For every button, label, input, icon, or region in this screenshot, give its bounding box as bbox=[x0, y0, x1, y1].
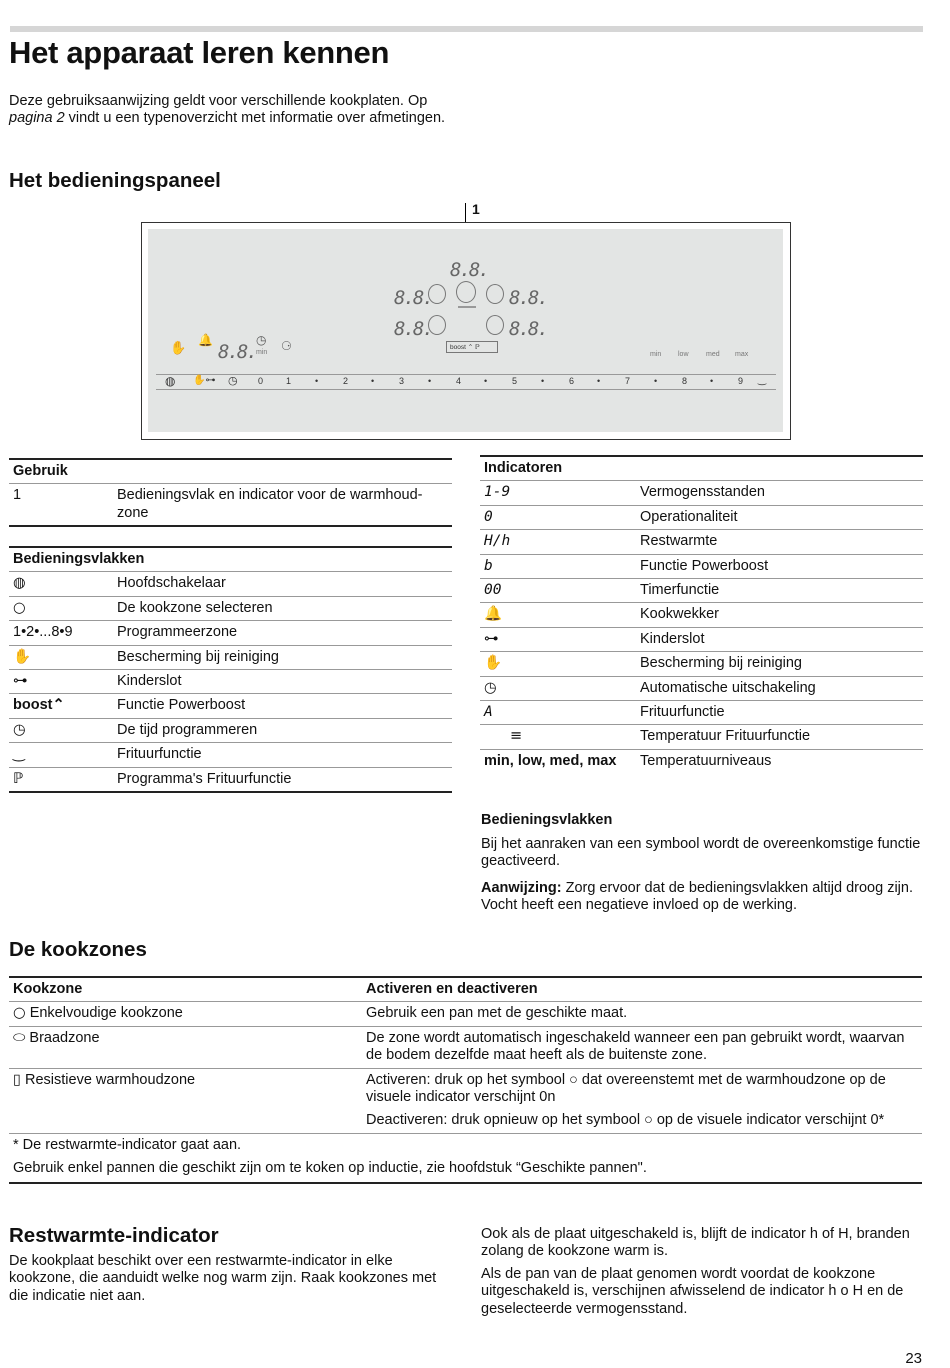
table-row bbox=[9, 767, 452, 792]
row-desc: Automatische uitschakeling bbox=[636, 676, 923, 700]
panel-surface bbox=[148, 229, 783, 432]
table-row bbox=[9, 718, 452, 742]
fry-pan-icon[interactable]: ‿ bbox=[758, 375, 767, 386]
display-timer: 8.8. bbox=[218, 341, 256, 363]
panel-dash bbox=[458, 306, 476, 308]
table-row bbox=[9, 1068, 922, 1133]
fry-program-icon: ℙ bbox=[9, 767, 113, 792]
clock-icon: ◷ bbox=[9, 718, 113, 742]
control-panel-illustration bbox=[141, 222, 791, 440]
section-heading-panel: Het bedieningspaneel bbox=[9, 169, 221, 192]
key-icon: ⊶ bbox=[480, 627, 636, 651]
table-row bbox=[9, 1026, 922, 1068]
boost-icon: boost⌃ bbox=[9, 694, 113, 718]
section-heading-restwarmte: Restwarmte-indicator bbox=[9, 1224, 219, 1247]
subheading-bedieningsvlakken: Bedieningsvlakken bbox=[481, 812, 613, 828]
row-desc: Temperatuur Frituurfunctie bbox=[636, 725, 923, 749]
row-desc: Programma's Frituurfunctie bbox=[113, 767, 452, 792]
zone-name: Braadzone bbox=[29, 1029, 100, 1046]
fry-symbol: A bbox=[480, 700, 636, 724]
table-row bbox=[480, 603, 923, 627]
power-key[interactable]: 5 bbox=[512, 376, 518, 386]
table-bedieningsvlakken bbox=[9, 546, 452, 793]
row-desc: Kinderslot bbox=[113, 669, 452, 693]
table-header: Indicatoren bbox=[484, 460, 563, 476]
operational-symbol: 0 bbox=[480, 505, 636, 529]
temp-levels-symbol: min, low, med, max bbox=[480, 749, 636, 773]
row-desc: Kookwekker bbox=[636, 603, 923, 627]
table-row bbox=[9, 596, 452, 620]
row-desc: Vermogensstanden bbox=[636, 481, 923, 505]
footer-note: Gebruik enkel pannen die geschikt zijn om te koken op inductie, zie hoofdstuk “Geschikte pannen". bbox=[13, 1160, 647, 1177]
row-desc: De kookzone selecteren bbox=[113, 596, 452, 620]
residual-heat-symbol: H/h bbox=[480, 530, 636, 554]
activate-text: Activeren: druk op het symbool ○ dat overeenstemt met de warmhoudzone op de visuele indicator verschijnt 0n bbox=[366, 1071, 886, 1105]
table-row bbox=[480, 627, 923, 651]
power-key[interactable]: • bbox=[315, 376, 319, 386]
top-rule bbox=[10, 26, 923, 32]
intro-text-end: vindt u een typenoverzicht met informatie over afmetingen. bbox=[64, 110, 446, 127]
zone-name: Enkelvoudige kookzone bbox=[29, 1005, 183, 1022]
roaster-zone-icon: ⬭ bbox=[13, 1029, 26, 1046]
note-paragraph bbox=[481, 880, 921, 915]
display-left-lower: 8.8. bbox=[394, 318, 432, 340]
table-header: Gebruik bbox=[13, 463, 68, 479]
power-key[interactable]: 0 bbox=[258, 376, 264, 386]
bedieningsvlakken-body: Bij het aanraken van een symbool wordt de overeenkomstige functie geactiveerd. bbox=[481, 836, 921, 870]
timer-key-icon[interactable]: ◷ bbox=[228, 374, 238, 387]
footnote-row bbox=[9, 1133, 922, 1157]
restwarmte-right-2: Als de pan van de plaat genomen wordt voordat de kookzone uitgeschakeld is, verschijnen afwisselend de indicator h o H en de geselecteerde vermogensstand. bbox=[481, 1266, 904, 1317]
section-heading-kookzones: De kookzones bbox=[9, 938, 147, 961]
zone-ring-1[interactable] bbox=[428, 284, 446, 304]
page-link[interactable]: pagina 2 bbox=[9, 110, 65, 127]
main-switch-icon[interactable]: ◍ bbox=[165, 374, 176, 388]
hand-icon: ✋ bbox=[170, 341, 187, 356]
deactivate-text: Deactiveren: druk opnieuw op het symbool ○ op de visuele indicator verschijnt 0* bbox=[366, 1112, 885, 1129]
footnote: * De restwarmte-indicator gaat aan. bbox=[9, 1133, 922, 1157]
footer-row bbox=[9, 1157, 922, 1182]
power-key[interactable]: 3 bbox=[399, 376, 405, 386]
zone-cell bbox=[9, 1002, 362, 1026]
table-row bbox=[480, 554, 923, 578]
table-row bbox=[480, 700, 923, 724]
table-row bbox=[480, 652, 923, 676]
row-desc: De tijd programmeren bbox=[113, 718, 452, 742]
row-desc: Bedieningsvlak en indicator voor de warmhoud-zone bbox=[113, 484, 452, 526]
table-row bbox=[480, 578, 923, 602]
table-row bbox=[480, 481, 923, 505]
bell-icon: 🔔 bbox=[198, 333, 213, 347]
display-left-upper: 8.8. bbox=[394, 287, 432, 309]
table-row bbox=[9, 572, 452, 596]
table-gebruik bbox=[9, 458, 452, 527]
table-row bbox=[480, 505, 923, 529]
col-kookzone: Kookzone bbox=[13, 981, 83, 997]
restwarmte-left: De kookplaat beschikt over een restwarmte-indicator in elke kookzone, die aanduidt welke nog warm zijn. Raak kookzones met die indicatie niet aan. bbox=[9, 1253, 437, 1304]
row-desc: Operationaliteit bbox=[636, 505, 923, 529]
zone-ring-4[interactable] bbox=[428, 315, 446, 335]
display-right-upper: 8.8. bbox=[509, 287, 547, 309]
single-zone-icon: ○ bbox=[13, 1005, 26, 1022]
boost-text: boost bbox=[13, 697, 53, 714]
zone-text: Gebruik een pan met de geschikte maat. bbox=[362, 1002, 922, 1026]
power-key[interactable]: • bbox=[654, 376, 658, 386]
row-desc: Timerfunctie bbox=[636, 578, 923, 602]
power-level-symbol: 1-9 bbox=[480, 481, 636, 505]
timer-symbol: 00 bbox=[480, 578, 636, 602]
zone-ring-2[interactable] bbox=[456, 281, 476, 303]
zone-ring-5[interactable] bbox=[486, 315, 504, 335]
power-key[interactable]: • bbox=[597, 376, 601, 386]
note-text: Zorg ervoor dat de bedieningsvlakken altijd droog zijn. Vocht heeft een negatieve invloed op de werking. bbox=[481, 880, 913, 914]
row-desc: Frituurfunctie bbox=[113, 743, 452, 767]
boost-label: boost bbox=[450, 344, 466, 351]
clock-icon: ◷ bbox=[256, 333, 267, 347]
power-key[interactable]: • bbox=[371, 376, 375, 386]
level-min: min bbox=[650, 351, 662, 358]
zone-text-cell bbox=[362, 1068, 922, 1133]
row-desc: Bescherming bij reiniging bbox=[113, 645, 452, 669]
zone-ring-3[interactable] bbox=[486, 284, 504, 304]
table-row bbox=[480, 725, 923, 749]
hand-icon: ✋ bbox=[9, 645, 113, 669]
key-icon: ⊶ bbox=[9, 669, 113, 693]
level-max: max bbox=[735, 351, 749, 358]
callout-number: 1 bbox=[472, 201, 480, 217]
page-number: 23 bbox=[905, 1350, 922, 1367]
row-desc: Restwarmte bbox=[636, 530, 923, 554]
boost-symbol: b bbox=[480, 554, 636, 578]
table-row bbox=[9, 669, 452, 693]
hand-key-icon[interactable]: ✋⊶ bbox=[193, 375, 216, 386]
hand-icon: ✋ bbox=[480, 652, 636, 676]
row-desc: Functie Powerboost bbox=[636, 554, 923, 578]
power-key[interactable]: • bbox=[428, 376, 432, 386]
display-right-lower: 8.8. bbox=[509, 318, 547, 340]
row-key: 1 bbox=[9, 484, 113, 526]
power-key[interactable]: 2 bbox=[343, 376, 349, 386]
warming-zone-icon: ▯ bbox=[13, 1071, 21, 1088]
table-row bbox=[9, 484, 452, 526]
level-low: low bbox=[678, 351, 689, 358]
row-desc: Temperatuurniveaus bbox=[636, 749, 923, 773]
fry-temp-icon: ≡ bbox=[480, 725, 636, 749]
table-header: Bedieningsvlakken bbox=[13, 551, 145, 567]
row-desc: Bescherming bij reiniging bbox=[636, 652, 923, 676]
power-key[interactable]: 7 bbox=[625, 376, 631, 386]
table-indicatoren bbox=[480, 455, 923, 773]
min-label: min bbox=[256, 349, 268, 356]
table-row bbox=[480, 530, 923, 554]
table-row bbox=[9, 621, 452, 645]
power-key[interactable]: 6 bbox=[569, 376, 575, 386]
col-activeren: Activeren en deactiveren bbox=[366, 981, 538, 997]
level-med: med bbox=[706, 351, 720, 358]
intro-paragraph bbox=[9, 93, 459, 128]
row-desc: Hoofdschakelaar bbox=[113, 572, 452, 596]
power-key[interactable]: 1 bbox=[286, 376, 292, 386]
auto-off-icon: ◷ bbox=[480, 676, 636, 700]
zone-cell bbox=[9, 1026, 362, 1068]
pan-icon: ‿ bbox=[9, 743, 113, 767]
display-top: 8.8. bbox=[450, 259, 488, 281]
table-kookzones bbox=[9, 976, 922, 1184]
zone-cell bbox=[9, 1068, 362, 1133]
row-desc: Frituurfunctie bbox=[636, 700, 923, 724]
main-switch-icon: ◍ bbox=[9, 572, 113, 596]
power-key[interactable]: 4 bbox=[456, 376, 462, 386]
restwarmte-right-1: Ook als de plaat uitgeschakeld is, blijft de indicator h of H, branden zolang de kookzone warm is. bbox=[481, 1226, 910, 1260]
program-zone-symbol: 1•2•...8•9 bbox=[9, 621, 113, 645]
power-key[interactable]: 9 bbox=[738, 376, 744, 386]
bell-icon: 🔔 bbox=[480, 603, 636, 627]
table-row bbox=[9, 743, 452, 767]
power-key[interactable]: • bbox=[710, 376, 714, 386]
power-key[interactable]: • bbox=[541, 376, 545, 386]
zone-text: De zone wordt automatisch ingeschakeld wanneer een pan gebruikt wordt, waarvan de bodem dezelfde maat heeft als de buitenste zone. bbox=[362, 1026, 922, 1068]
table-row bbox=[480, 749, 923, 773]
boost-key[interactable]: boost ⌃ ℙ bbox=[446, 341, 498, 353]
zone-name: Resistieve warmhoudzone bbox=[25, 1071, 196, 1088]
row-desc: Programmeerzone bbox=[113, 621, 452, 645]
page-title: Het apparaat leren kennen bbox=[9, 35, 390, 70]
table-row bbox=[480, 676, 923, 700]
power-key[interactable]: 8 bbox=[682, 376, 688, 386]
row-desc: Kinderslot bbox=[636, 627, 923, 651]
table-row bbox=[9, 1002, 922, 1026]
double-ring-icon: ⚆ bbox=[281, 339, 292, 353]
table-row bbox=[9, 694, 452, 718]
power-key[interactable]: • bbox=[484, 376, 488, 386]
note-label: Aanwijzing: bbox=[481, 880, 562, 896]
zone-select-icon: ○ bbox=[9, 596, 113, 620]
row-desc: Functie Powerboost bbox=[113, 694, 452, 718]
intro-text: Deze gebruiksaanwijzing geldt voor verschillende kookplaten. Op bbox=[9, 93, 428, 109]
table-row bbox=[9, 645, 452, 669]
